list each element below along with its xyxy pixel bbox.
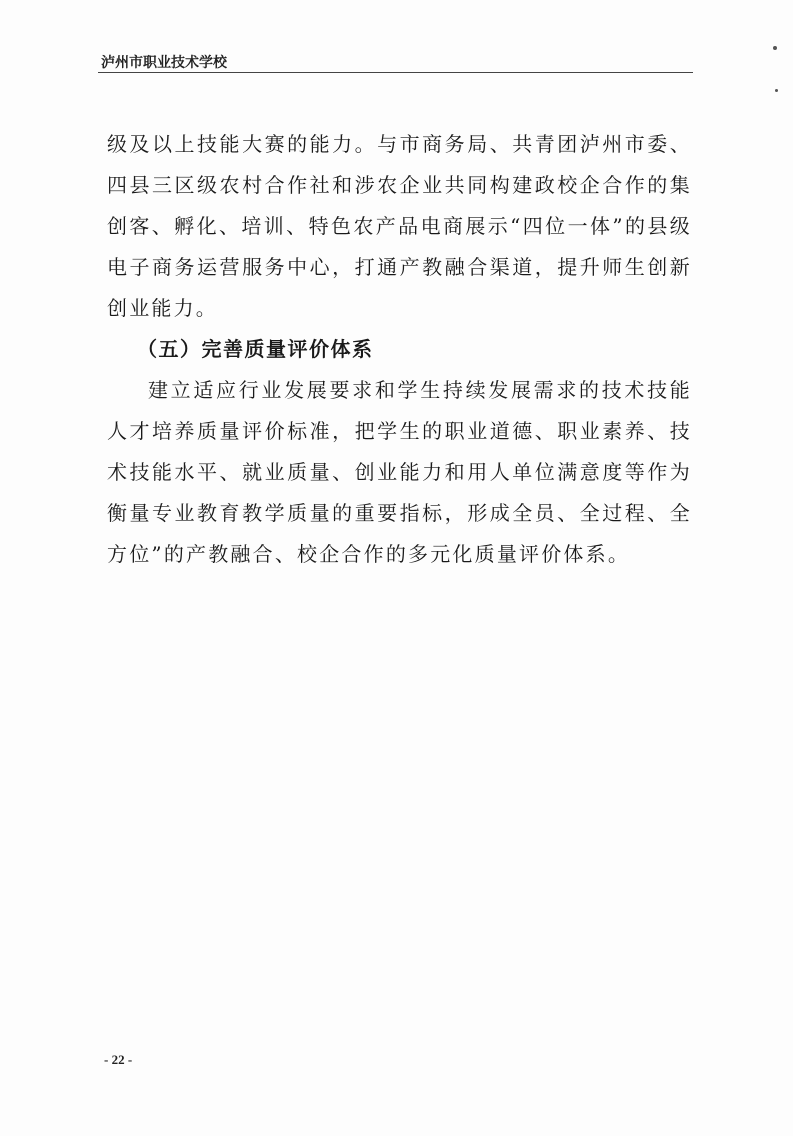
header-divider	[98, 72, 693, 73]
scan-speck	[775, 89, 778, 92]
page-number: - 22 -	[104, 1052, 133, 1067]
body-paragraph: 级及以上技能大赛的能力。与市商务局、共青团泸州市委、四县三区级农村合作社和涉农企业共同构建政校企合作的集创客、孵化、培训、特色农产品电商展示“四位一体”的县级电子商务运营服务中心，打通产教融合渠道，提升师生创新创业能力。	[107, 132, 692, 320]
running-header-school-name: 泸州市职业技术学校	[101, 55, 227, 71]
body-paragraph: 建立适应行业发展要求和学生持续发展需求的技术技能人才培养质量评价标准，把学生的职业道德、职业素养、技术技能水平、就业质量、创业能力和用人单位满意度等作为衡量专业教育教学质量的重要指标，形成全员、全过程、全方位”的产教融合、校企合作的多元化质量评价体系。	[107, 378, 692, 566]
scan-speck	[773, 46, 777, 50]
main-text-block	[107, 124, 692, 575]
section-heading: （五）完善质量评价体系	[137, 337, 374, 361]
